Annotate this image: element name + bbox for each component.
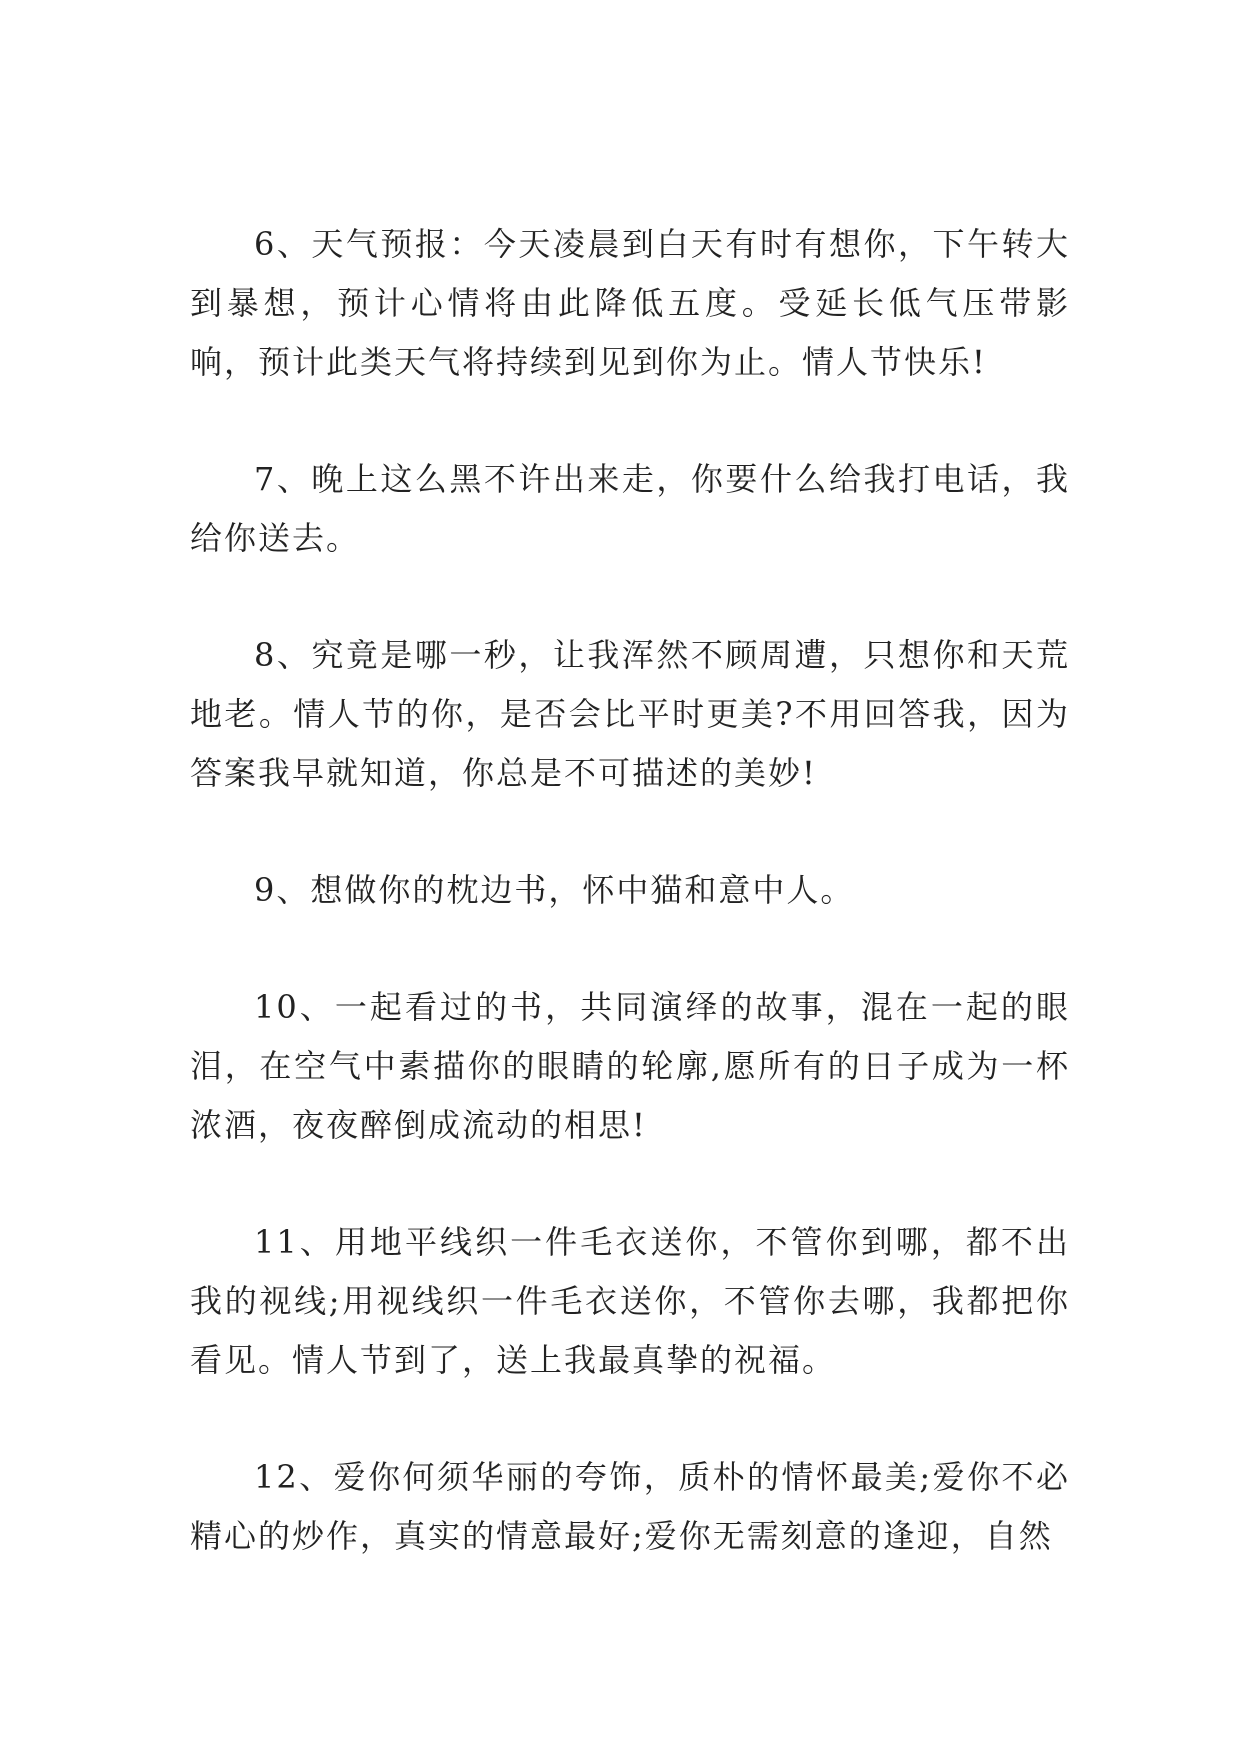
paragraph-9: 9、想做你的枕边书，怀中猫和意中人。 <box>254 871 855 909</box>
paragraph-12: 12、爱你何须华丽的夸饰，质朴的情怀最美;爱你不必精心的炒作，真实的情意最好;爱你无需刻意的逢迎，自然 <box>190 1458 1070 1555</box>
paragraph-11: 11、用地平线织一件毛衣送你，不管你到哪，都不出我的视线;用视线织一件毛衣送你，不管你去哪，我都把你看见。情人节到了，送上我最真挚的祝福。 <box>190 1223 1070 1379</box>
document-body <box>190 215 1070 1566</box>
paragraph-10: 10、一起看过的书，共同演绎的故事，混在一起的眼泪，在空气中素描你的眼睛的轮廓,愿所有的日子成为一杯浓酒，夜夜醉倒成流动的相思! <box>190 988 1070 1144</box>
paragraph-7: 7、晚上这么黑不许出来走，你要什么给我打电话，我给你送去。 <box>190 460 1070 557</box>
paragraph-6: 6、天气预报：今天凌晨到白天有时有想你，下午转大到暴想，预计心情将由此降低五度。受延长低气压带影响，预计此类天气将持续到见到你为止。情人节快乐! <box>190 225 1070 381</box>
paragraph-8: 8、究竟是哪一秒，让我浑然不顾周遭，只想你和天荒地老。情人节的你，是否会比平时更美?不用回答我，因为答案我早就知道，你总是不可描述的美妙! <box>190 636 1070 792</box>
